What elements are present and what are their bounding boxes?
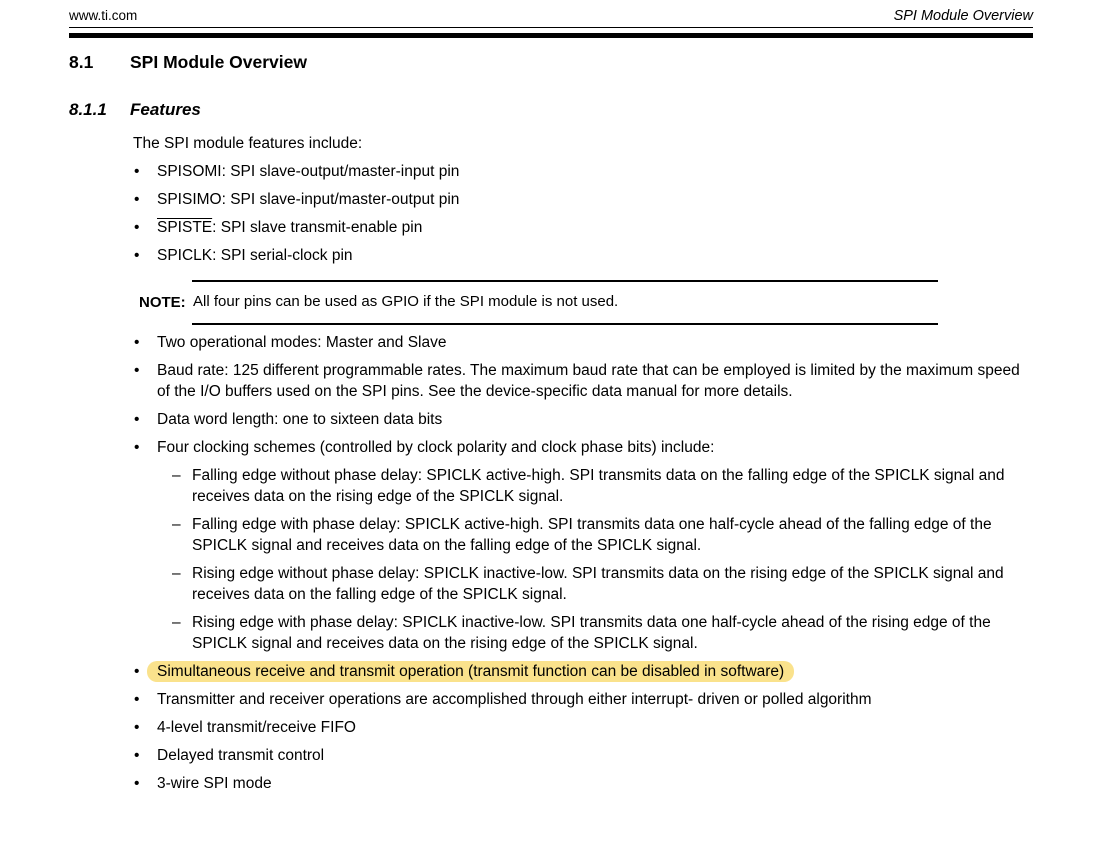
list-item-text: Data word length: one to sixteen data bits	[157, 411, 443, 428]
dash-icon: –	[172, 565, 181, 582]
dash-icon: –	[172, 614, 181, 631]
list-item-highlighted	[133, 661, 1033, 682]
subsection-title: Features	[130, 100, 201, 119]
list-item	[133, 745, 1033, 766]
list-item-text: SPISTE: SPI slave transmit-enable pin	[157, 219, 423, 236]
list-item-text: 4-level transmit/receive FIFO	[157, 719, 356, 736]
dash-icon: –	[172, 516, 181, 533]
sub-list-item	[133, 563, 1033, 605]
subsection-number: 8.1.1	[69, 100, 107, 119]
bullet-icon: •	[134, 219, 140, 236]
bullet-icon: •	[134, 163, 140, 180]
list-item	[133, 332, 1033, 353]
list-item-text: Baud rate: 125 different programmable rates. The maximum baud rate that can be employed is limited by the maximum speed of the I/O buffers used on the SPI pins. See the device-specific data manual for more details.	[157, 362, 1020, 400]
section-body	[133, 133, 1033, 794]
sub-list-item	[133, 514, 1033, 556]
bullet-icon: •	[134, 691, 140, 708]
bullet-icon: •	[134, 719, 140, 736]
overlined-signal-name: SPISTE	[157, 219, 213, 236]
note-text: All four pins can be used as GPIO if the SPI module is not used.	[192, 280, 938, 325]
bullet-icon: •	[134, 191, 140, 208]
sub-list-item	[133, 612, 1033, 654]
section-heading	[69, 51, 1033, 73]
running-doc-title: SPI Module Overview	[893, 8, 1033, 24]
note-box	[139, 280, 1033, 325]
list-item-text: SPISIMO: SPI slave-input/master-output pin	[157, 191, 460, 208]
bullet-icon: •	[134, 775, 140, 792]
list-item	[133, 360, 1033, 402]
list-item-text	[157, 663, 794, 680]
sub-list-item	[133, 465, 1033, 507]
bullet-icon: •	[134, 247, 140, 264]
sub-list-item-text: Rising edge without phase delay: SPICLK inactive-low. SPI transmits data on the rising edge of the SPICLK signal and receives data on the falling edge of the SPICLK signal.	[192, 565, 1004, 603]
list-item-text: Delayed transmit control	[157, 747, 325, 764]
intro-text: The SPI module features include:	[133, 135, 363, 152]
bullet-icon: •	[134, 747, 140, 764]
bullet-icon: •	[134, 663, 140, 680]
list-item	[133, 245, 1033, 266]
list-item	[133, 189, 1033, 210]
list-item	[133, 217, 1033, 238]
subsection-heading	[69, 99, 1033, 121]
sub-list-item-text: Rising edge with phase delay: SPICLK inactive-low. SPI transmits data one half-cycle ahead of the rising edge of the SPICLK signal and receives data on the rising edge of the SPICLK signal.	[192, 614, 991, 652]
section-number: 8.1	[69, 52, 94, 72]
sub-list-item-text: Falling edge without phase delay: SPICLK active-high. SPI transmits data on the falling edge of the SPICLK signal and receives data on the rising edge of the SPICLK signal.	[192, 467, 1005, 505]
list-item-text: Four clocking schemes (controlled by clock polarity and clock phase bits) include:	[157, 439, 715, 456]
bullet-icon: •	[134, 362, 140, 379]
section-title: SPI Module Overview	[130, 52, 307, 72]
list-item-text: 3-wire SPI mode	[157, 775, 272, 792]
page-header	[69, 8, 1033, 24]
sub-list-item-text: Falling edge with phase delay: SPICLK active-high. SPI transmits data one half-cycle ahead of the falling edge of the SPICLK signal and receives data on the falling edge of the SPICLK signal.	[192, 516, 992, 554]
list-item	[133, 717, 1033, 738]
bullet-icon: •	[134, 334, 140, 351]
highlight-annotation: Simultaneous receive and transmit operation (transmit function can be disabled in software)	[147, 661, 794, 682]
header-thin-rule	[69, 27, 1033, 28]
bullet-icon: •	[134, 411, 140, 428]
list-item	[133, 161, 1033, 182]
list-item	[133, 689, 1033, 710]
bullet-icon: •	[134, 439, 140, 456]
list-item-text: SPISOMI: SPI slave-output/master-input pin	[157, 163, 460, 180]
list-item-text: Two operational modes: Master and Slave	[157, 334, 447, 351]
dash-icon: –	[172, 467, 181, 484]
ti-website-link[interactable]: www.ti.com	[69, 8, 138, 23]
list-item	[133, 773, 1033, 794]
note-label: NOTE:	[139, 294, 186, 311]
list-item-text: Transmitter and receiver operations are accomplished through either interrupt- driven or polled algorithm	[157, 691, 872, 708]
list-item	[133, 437, 1033, 458]
list-item-text: SPICLK: SPI serial-clock pin	[157, 247, 353, 264]
list-item	[133, 409, 1033, 430]
header-thick-rule	[69, 33, 1033, 38]
